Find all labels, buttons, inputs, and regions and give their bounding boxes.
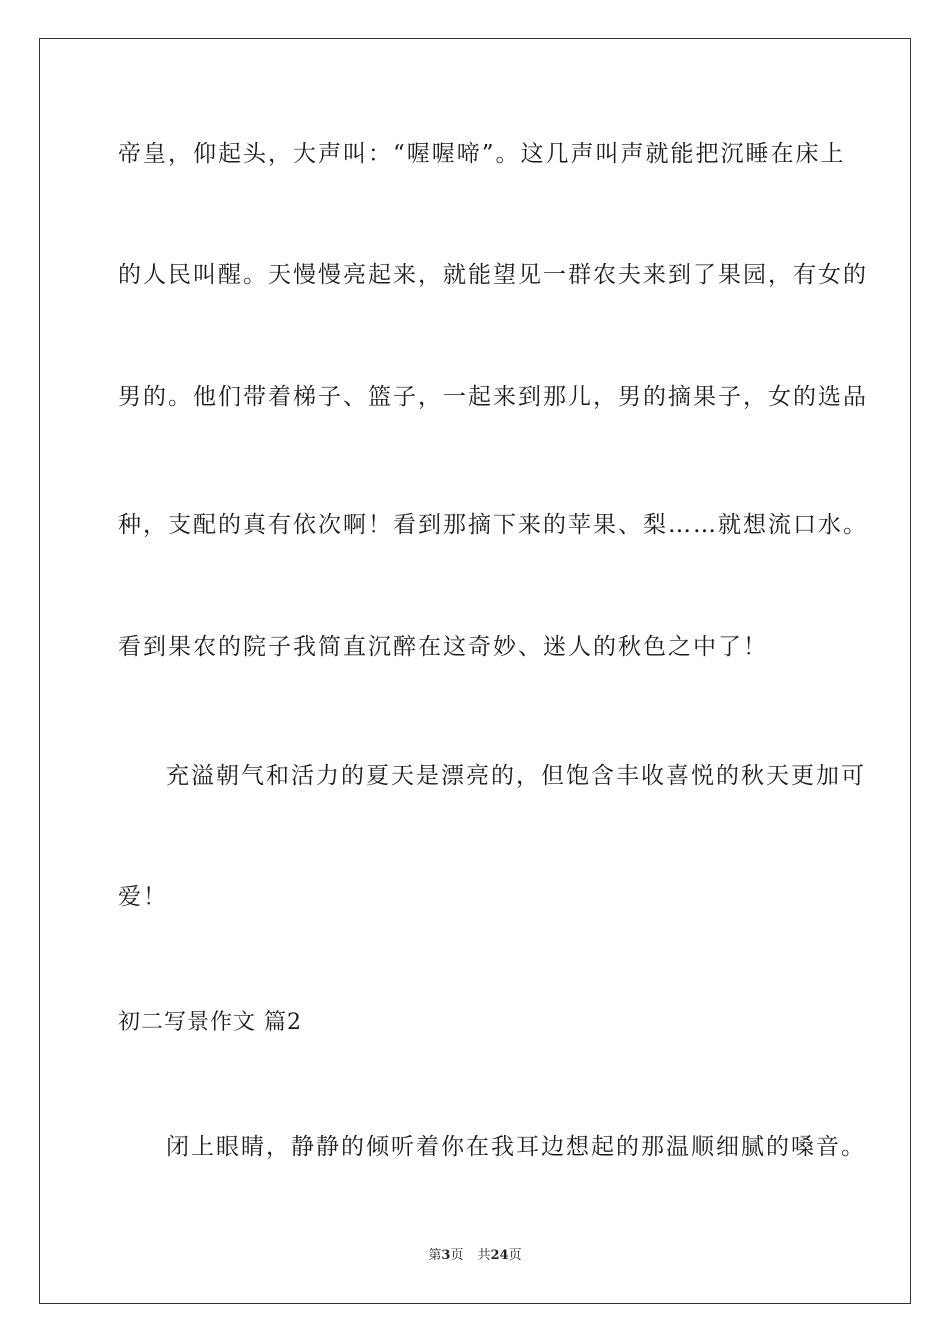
paragraph-line: 看到果农的院子我简直沉醉在这奇妙、迷人的秋色之中了！ — [118, 634, 768, 660]
paragraph-line: 帝皇，仰起头，大声叫：“喔喔啼”。这几声叫声就能把沉睡在床上 — [118, 141, 846, 167]
footer-page-total: 24 — [490, 1248, 509, 1263]
paragraph-line: 男的。他们带着梯子、篮子，一起来到那儿，男的摘果子，女的选品 — [118, 384, 868, 410]
paragraph-line: 充溢朝气和活力的夏天是漂亮的，但饱含丰收喜悦的秋天更加可 — [166, 763, 866, 789]
page-border — [39, 38, 911, 1304]
paragraph-line: 爱！ — [118, 884, 168, 910]
footer-page-suffix: 页 — [450, 1248, 464, 1263]
footer-page-prefix: 第 — [428, 1248, 442, 1263]
paragraph-line: 的人民叫醒。天慢慢亮起来，就能望见一群农夫来到了果园，有女的 — [118, 262, 868, 288]
page-footer — [0, 1247, 950, 1265]
paragraph-line: 种，支配的真有依次啊！看到那摘下来的苹果、梨……就想流口水。 — [118, 512, 868, 538]
footer-total-suffix: 页 — [508, 1248, 522, 1263]
paragraph-line: 闭上眼睛，静静的倾听着你在我耳边想起的那温顺细腻的嗓音。 — [166, 1134, 866, 1160]
footer-page-current: 3 — [441, 1248, 451, 1263]
footer-total-prefix: 共 — [477, 1248, 491, 1263]
section-heading: 初二写景作文 篇2 — [118, 1010, 302, 1035]
